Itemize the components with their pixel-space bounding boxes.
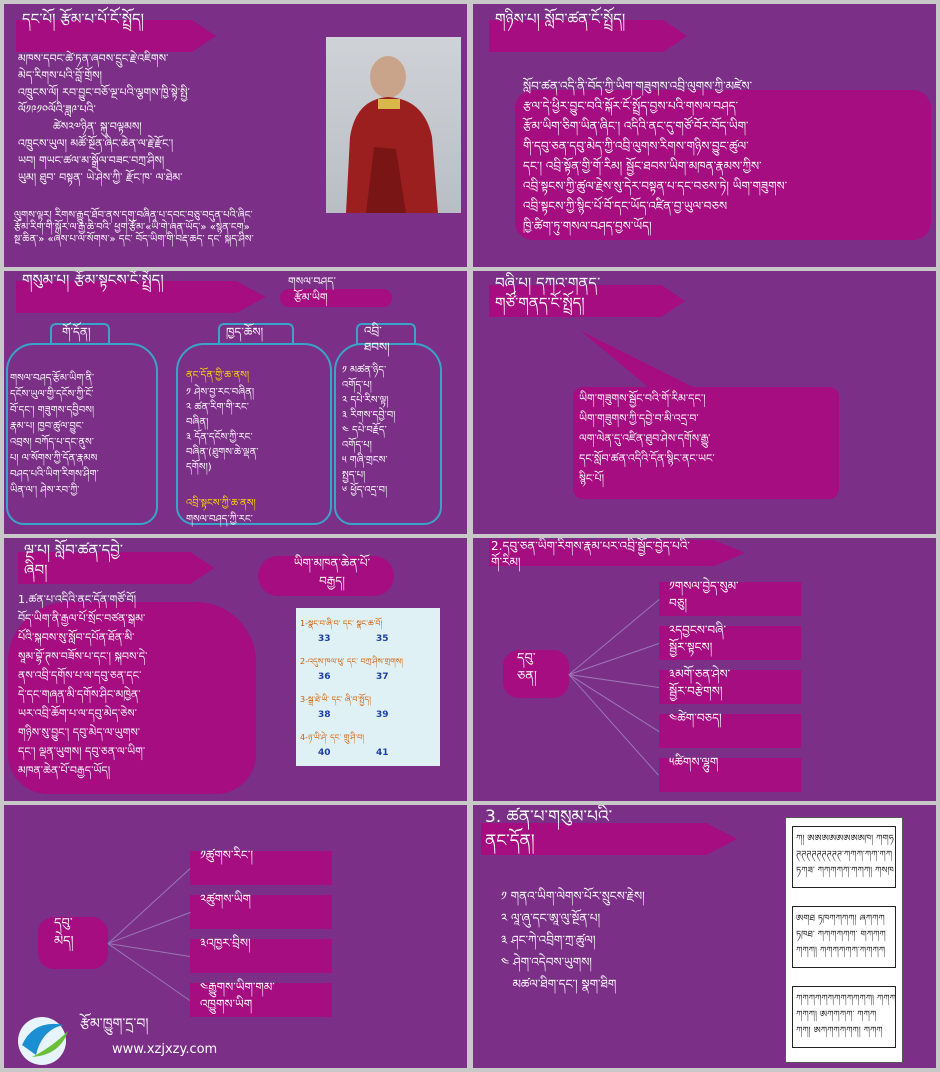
genre-badge-line2: རྩོམ་ཡིག (294, 291, 328, 304)
analysis-text: 1.ཚན་པ་འདིའི་ནང་དོན་གཙོ་བོ། བོད་ཡིག་ནི་རྒྱལ་པོ་སྲོང་བཙན་སྒམ་ པོའི་སྐབས་སུ་སློབ་དཔོན་ཐོན་མི་ སཱམ་བྷོ་ཊས་བཟོས་པ་དང་། སྐབས་དེ་ ནས་འབྲི་དགོས་པ་ལ་དབུ་ཅན་དང་ དེ་དང་གཞན་མི་དགོས་ཤིང་མཁྱེན་ ཡར་འབྲི་ཆོག་པ་ལ་དབུ་མེད་ཅེས་ གཉིས་སུ་བྱུང་། དབུ་མེད་ལ་ཡུགས་ དང་། ལྡན་ཡུགས། དབུ་ཅན་ལ་ཡིག་ མཁན་ཆེན་པོ་བརྒྱད་ཡོད། (18, 593, 148, 777)
connector-line (107, 943, 190, 1001)
connector-line (569, 599, 660, 675)
slide-section3-content (473, 805, 936, 1068)
jar2-label: ཁྱད་ཆོས། (226, 325, 264, 339)
connector-line (108, 912, 190, 944)
category-label: ༡གསལ་བྱེད་སུམ་ བཅུ། (669, 579, 739, 610)
logo-swirl-icon (12, 1011, 76, 1067)
script-sample-row (792, 906, 896, 968)
slide-title: 2.དབུ་ཅན་ཡིག་རིགས་རྣམ་པར་འབྲི་སྦྱོང་བྱེད་པའི་ གོ་རིམ། (491, 539, 690, 569)
connector-line (569, 674, 659, 688)
author-bio: མཁས་དབང་ཚེ་ཏན་ཞབས་དྲུང་རྗེ་འཇིགས་ མེད་རིགས་པའི་བློ་གྲོས། འཁྲུངས་ལོ། རབ་བྱུང་བཅོ་ལྔ་པའི་ལྕགས་ཁྱི་སྟེ་སྤྱི་ ལོ༡༩༡༠ལོའི་ཟླ༩་པའི་ ཚེས༢༧ཉིན་ སྐུ་བལྟམས། འཁྲུངས་ཡུལ། མཚོ་སྔོན་ཞིང་ཆེན་ལ་རྗེ་རྫོང་། ཡབ། གཡང་ཚལ་མ་སྒྲོལ་བཟང་བཀྲ་ཤིས། ཡུམ། ཐུབ་ བསྟན་ ཡེ་ཤེས་ཀྱི་ རྫོང་ཁ་ ལ་ཐེམ་ (18, 52, 190, 184)
calligrapher-row: 2-འདུས་ཁལ་ཕུ་ དང་ བཀྲ་ཤིས་གྲགས། (300, 657, 403, 666)
center-node-text: དབུ་ མེད། (54, 916, 74, 949)
slide-author-intro (4, 4, 467, 267)
calligrapher-row: 1-སྣང་བ་ཞི་བ་ དང་ སྣང་ཆ་བོ། (300, 619, 383, 628)
calligrapher-num-right: 35 (376, 634, 389, 644)
slide-umey-types (4, 805, 467, 1068)
category-label: ༢དབྱངས་བཞི་ སྦྱོར་སྟངས། (669, 623, 727, 654)
connector-line (108, 868, 191, 944)
section3-list: ༡ གནའ་ཡིག་ལེགས་པོར་སྲུངས་རྗེས། ༢ ལཱ་ཞུ་དང་ཨཱ་ལུ་སྔོན་པ། ༣ ཤང་ཀེ་འབྲིག་ཀྲ་ཚུལ། ༤ ཤེག་འདེབས་ཡུགས། མཚལ་ཐིག་དང་། སྣག་ཐིག (501, 889, 645, 991)
category-label: ༣འཁྱར་བྲིས། (200, 936, 251, 950)
cloud-text: ཡིག་མཁན་ཆེན་པོ་ བརྒྱད། (293, 556, 371, 588)
site-logo (12, 1011, 252, 1067)
connector-line (108, 943, 190, 957)
jar2-heading-content: ནང་དོན་གྱི་ཆ་ནས། (186, 370, 250, 381)
script-sample-text: ཀཀཀཀཀཀཀཀཀཀཀཀ། ཀཀཀ ཀཀཀ། ཨཀཀཀཀ་ ཀཀཀ ཀཀ། ཨཀཀཀཀཀཀ། ཀཀཀ (796, 994, 896, 1036)
slide-title: དང་པོ། རྩོམ་པ་པོ་ངོ་སྤྲོད། (22, 10, 145, 28)
logo-text: རྩོམ་ཁྱུག་དྲ་བ། (80, 1016, 149, 1032)
slide-title: ལྔ་པ། སློབ་ཚན་དབྱེ་ ཞིབ། (24, 541, 124, 579)
jar2-text: ༡ ཤེས་བྱ་རང་བཞིན། ༢ ཚན་རིག་གི་རང་ བཞིན། ༣ དོན་དངོས་ཀྱི་རང་ བཞིན་(ཐུགས་ཆེ་ལྡན་ དགོས།) (186, 387, 259, 473)
category-label: ༢ཚུགས་ཡིག (200, 892, 251, 906)
jar3-text: ༡ མཚན་ཉིད་ འགོད་པ། ༢ དཔེ་རིས་ལྟ། ༣ རིགས་དབྱེ་བ། ༤ དཔེ་བརྗོད་ འགོད་པ། ༥ གཞི་གྲངས་ སྤྱད་པ། ༦ ཕྱོད་འདྲ་བ། (342, 365, 396, 496)
slide-lesson-analysis (4, 538, 467, 801)
script-sample-row (792, 986, 896, 1048)
category-label: ༤ཚེག་བཅད། (669, 711, 722, 725)
jar2-heading-style: འབྲི་སྟངས་ཀྱི་ཆ་ནས། (186, 498, 256, 509)
logo-url[interactable]: www.xzjxzy.com (112, 1042, 218, 1057)
jar1-text: གསལ་བཤད་རྩོམ་ཡིག་ནི་ དངོས་ཡུལ་གྱི་དངོས་ཀྱི་ངོ་ བོ་དང་། གཟུགས་དབྱིབས། རྣམ་པ། ཁྱབ་ཚུལ་བྱུང་ འབྲས། བཀོད་པ་དང་ནུས་ པ། ལ་སོགས་ཀྱི་དོན་རྣམས བཤད་པའི་ཡིག་རིགས་ཤིག་ ཡིན་ལ་། ཤེས་རབ་ཀྱི་ (10, 373, 99, 496)
jar1-label: གོ་དོན། (62, 325, 91, 339)
slide-title: བཞི་པ། དཀའ་གནད་ གཙོ་གནད་ངོ་སྤྲོད། (495, 274, 601, 312)
slide-title: གཉིས་པ། སློབ་ཚན་ངོ་སྤྲོད། (495, 10, 626, 28)
script-sample-text: ཨགཐ ཏཁཀཀཀཀ། ཞཀཀཀ ཏཁཐ་ ཀཀཀཀཀཀ་ གཀཀཀ ཀཀཀ། ཀཀཀཀཀཀ་ཀཀཀཀ (796, 914, 886, 956)
calligrapher-row: 4-ཉ་ཡི་ཤེ་ དང་ གྲུ་ཤི་བ། (300, 733, 364, 742)
genre-badge-line1: གསལ་བཤད་ (288, 275, 336, 288)
calligrapher-num-left: 33 (318, 634, 331, 644)
slide-title: གསུམ་པ། རྩོམ་སྟངས་ངོ་སྤྲོད། (22, 271, 164, 289)
calligrapher-row: 3-སྒྲ་ཐེ་ཡི་ དང་ ཞི་བ་སྤྱོད། (300, 695, 371, 704)
author-works-overlap: ལུགས་ལྟར། རིགས་རྒྱུད་ཐོབ་ནས་དགུ་བཞིན་པ་དབང་བཅུ་བདུན་པའི་ཞིང་ རྩོམ་རིག་གི་སྐོར་ལ་རྒྱ་ཆེ་བའི་ ཕྱག་རྩོམ་«ཡི་གེ་ཞན་ཡོད་» «སྙན་ངག» སྔ་ཆིན་» «ཞེས་པ་ལ་སོགས་» དང་ བོད་ཡིག་གི་བརྡ་ཆད་ དང་ སྐད་ཤིས་ (14, 210, 254, 245)
jar2-text2: གསལ་བཤད་ཀྱི་རང་ (186, 514, 253, 525)
calligrapher-num-right: 37 (376, 672, 389, 682)
category-label: ༣མགོ་ཅན་ཤེས་ སྦྱོར་བརྩེགས། (669, 667, 731, 698)
connector-line (568, 674, 659, 732)
lesson-summary-text: སློབ་ཚན་འདི་ནི་བོད་ཀྱི་ཡིག་གཟུགས་འབྲི་ལུགས་ཀྱི་མཛེས་ རྩལ་དེ་ཕྱིར་བྱུང་བའི་སྐོར་ངོ་སྤྲོད་བྱས་པའི་གསལ་བཤད་ རྩོམ་ཡིག་ཅིག་ཡིན་ཞིང་། འདིའི་ནང་དུ་གཙོ་བོར་བོད་ཡིག་ གི་དབུ་ཅན་དབུ་མེད་ཀྱི་འབྲི་ལུགས་རིགས་གཉིས་བྱུང་ཚུལ་ དང་། འབྲི་སྟོན་གྱི་གོ་རིམ། སྦྱོང་ཐབས་ཡིག་མཁན་རྣམས་ཀྱིས་ འབྲི་སྟངས་ཀྱི་ཚུལ་རྗེས་སུ་དེར་བསྟན་པ་དང་བཅས་ཏེ། ཡིག་གཟུགས་ འབྲི་སྟངས་ཀྱི་སྙིང་པོ་བོ་དང་ཡོད་འཛིན་བྱ་ཡུལ་བཅས ཁྱི་ཚིག་ཏུ་གསལ་བཤད་བྱས་ཡོད། (523, 79, 788, 233)
author-portrait (326, 37, 461, 213)
slide-lesson-intro (473, 4, 936, 267)
slide-key-points (473, 271, 936, 534)
key-points-text: ཡིག་གཟུགས་སྦྱོང་བའི་གོ་རིམ་དང་། ཡིག་གཟུགས་ཀྱི་དབྱེ་བ་མི་འདྲ་བ་ ལག་ལེན་དུ་འཛིན་ཐུབ་ཤེས་དགོས་རྒྱུ་ དང་སློབ་ཚན་འདིའི་དོན་སྙིང་ནང་ཡང་ སྙིང་པོ། (579, 392, 715, 485)
script-sample-text: ཀ། ཨཨཨཨཨཨཨཨཁ། ཀགཧ ཊཊཊཊཊཊཊཊཊ་ཀཀཀ་ཀཀ་ཀཀ ཏཀཟ་ ཀཀཀཀཀ་ཀཀཀ། ཀསཁ (796, 834, 894, 876)
slide-uchen-order (473, 538, 936, 801)
calligrapher-num-right: 39 (376, 710, 389, 720)
connector-line (568, 674, 659, 776)
connector-line (569, 643, 659, 675)
callout-pointer (581, 331, 701, 391)
calligrapher-num-left: 40 (318, 748, 331, 758)
center-node-text: དབུ་ ཅན། (517, 651, 537, 684)
slide-writing-style (4, 271, 467, 534)
calligraphers-picture (296, 608, 440, 766)
category-label: ༤རྒྱུགས་ཡིག་གམ་ འཁྱུགས་ཡིག (200, 980, 275, 1011)
category-label: ༡ཚུགས་རིང་། (200, 848, 254, 862)
calligrapher-num-left: 36 (318, 672, 331, 682)
calligrapher-num-right: 41 (376, 748, 389, 758)
category-label: ༥ཚིགས་ལྷུག (669, 755, 719, 769)
slide-title: 3. ཚན་པ་གསུམ་པའི་ ནང་དོན། (485, 807, 613, 851)
jar3-label: འབྲི་ ཐབས། (364, 324, 390, 354)
calligrapher-num-left: 38 (318, 710, 331, 720)
script-sample-table (785, 817, 903, 1063)
script-sample-row (792, 826, 896, 888)
